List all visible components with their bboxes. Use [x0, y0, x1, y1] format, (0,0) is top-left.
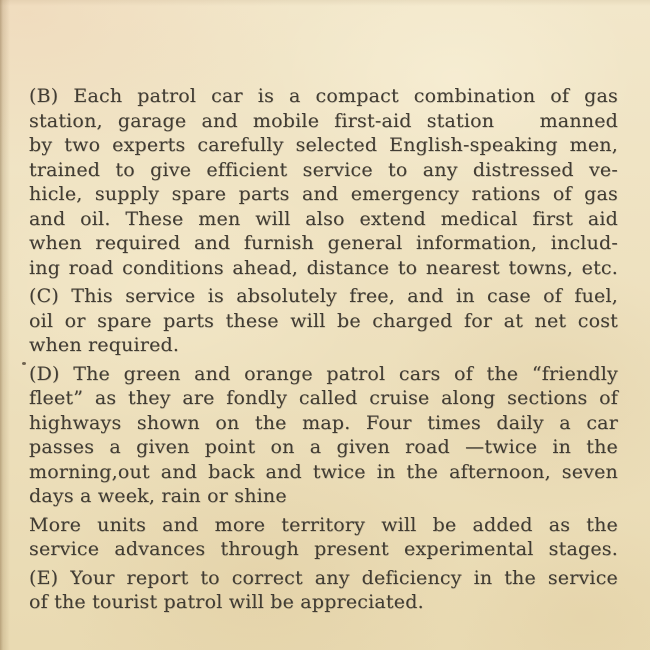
text-line: morning,out and back and twice in the afternoon, seven: [29, 460, 618, 483]
paragraph-d: [29, 362, 618, 509]
scan-top-shade: [0, 0, 650, 6]
text-line: when required and furnish general information, includ-: [29, 232, 618, 254]
text-line: passes a given point on a given road —twice in the: [29, 436, 618, 458]
text-line: ing road conditions ahead, distance to nearest towns, etc.: [29, 256, 618, 279]
paragraph-more-units: [29, 513, 618, 562]
text-line: highways shown on the map. Four times daily a car: [29, 411, 618, 434]
paragraph-e: [29, 566, 618, 615]
text-line: oil or spare parts these will be charged for at net cost: [29, 309, 618, 332]
document-text: [29, 84, 618, 615]
text-line: when required.: [29, 334, 180, 356]
paragraph-c: [29, 284, 618, 358]
text-line: of the tourist patrol will be appreciated.: [29, 591, 424, 613]
paragraph-b: [29, 84, 618, 280]
text-line: hicle, supply spare parts and emergency rations of gas: [29, 183, 618, 205]
text-line: More units and more territory will be added as the: [29, 513, 618, 536]
scan-edge-shadow: [0, 0, 10, 650]
text-line: and oil. These men will also extend medical first aid: [29, 207, 618, 230]
text-line: (C) This service is absolutely free, and in case of fuel,: [29, 285, 618, 307]
text-line: (E) Your report to correct any deficiency in the service: [29, 566, 618, 589]
text-line: station, garage and mobile first-aid station manned: [29, 109, 618, 132]
ink-speck: [22, 362, 26, 365]
text-line: (D) The green and orange patrol cars of the “friendly: [29, 362, 618, 385]
text-line: by two experts carefully selected English-speaking men,: [29, 134, 618, 156]
text-line: (B) Each patrol car is a compact combination of gas: [29, 85, 618, 107]
text-line: service advances through present experimental stages.: [29, 538, 618, 560]
text-line: trained to give efficient service to any distressed ve-: [29, 158, 618, 181]
text-line: fleet” as they are fondly called cruise along sections of: [29, 387, 618, 409]
text-line: days a week, rain or shine: [29, 485, 287, 507]
